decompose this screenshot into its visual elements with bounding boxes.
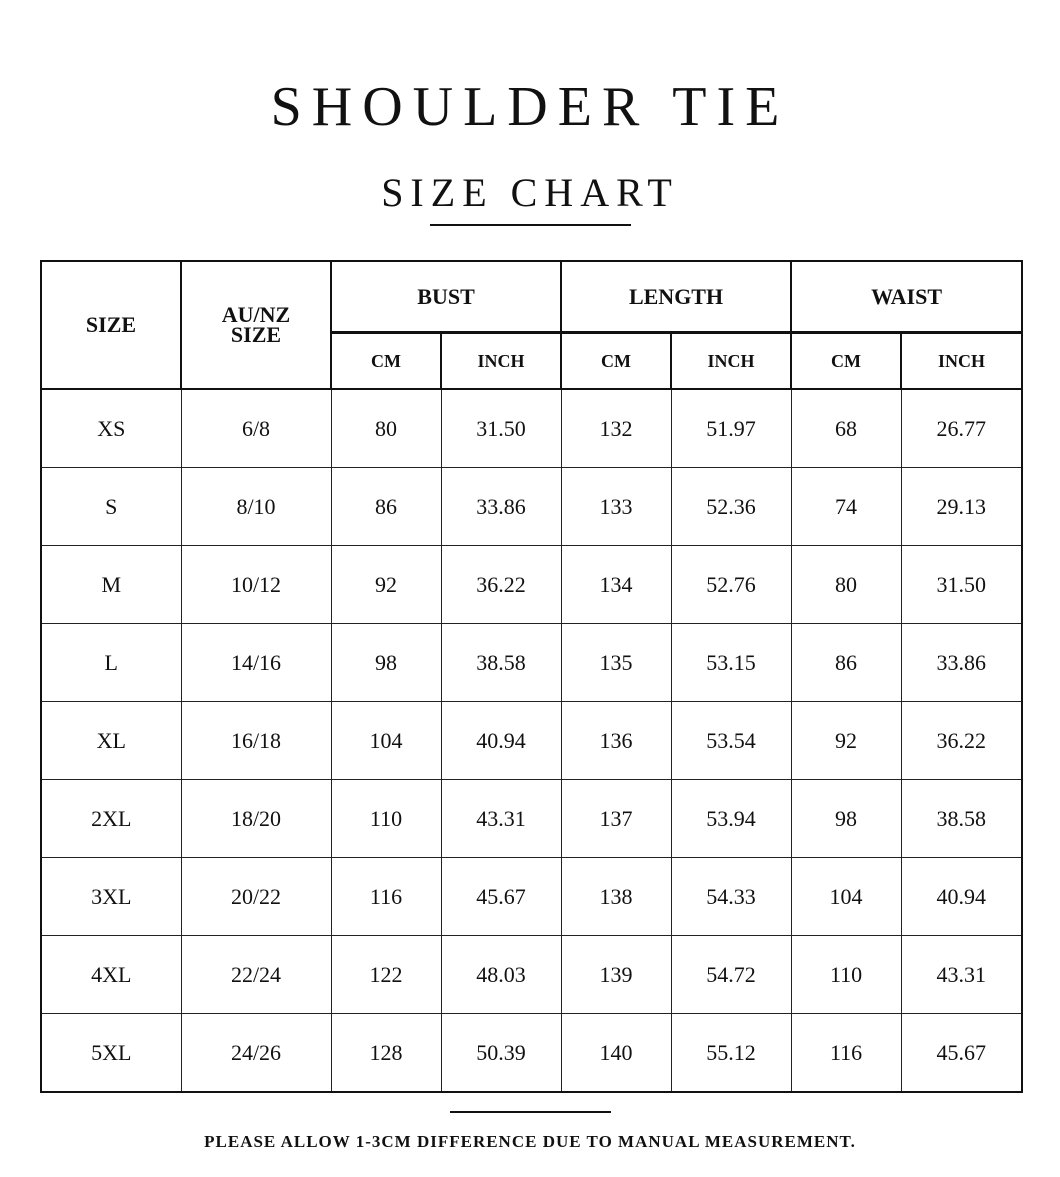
- table-row: [41, 1014, 1022, 1093]
- waist-cm-cell: 92: [791, 702, 901, 780]
- length-inch-cell: 52.76: [671, 546, 791, 624]
- bust-group-header: BUST: [331, 261, 561, 333]
- bust-cm-cell: 98: [331, 624, 441, 702]
- table-row: [41, 624, 1022, 702]
- bust-cm-cell: 86: [331, 468, 441, 546]
- length-inch-cell: 53.54: [671, 702, 791, 780]
- length-inch-cell: 54.72: [671, 936, 791, 1014]
- bust-cm-cell: 80: [331, 389, 441, 468]
- length-inch-cell: 52.36: [671, 468, 791, 546]
- top-divider: [430, 224, 631, 226]
- waist-cm-cell: 68: [791, 389, 901, 468]
- waist-inch-cell: 29.13: [901, 468, 1022, 546]
- measurement-note: PLEASE ALLOW 1-3CM DIFFERENCE DUE TO MANUAL MEASUREMENT.: [204, 1132, 856, 1151]
- bust-cm-cell: 92: [331, 546, 441, 624]
- table-row: [41, 546, 1022, 624]
- bust-inch-cell: 31.50: [441, 389, 561, 468]
- size-cell: L: [41, 624, 181, 702]
- aunz-size-cell: 8/10: [181, 468, 331, 546]
- waist-inch-cell: 38.58: [901, 780, 1022, 858]
- bottom-divider: [450, 1111, 611, 1113]
- length-cm-header: CM: [561, 333, 671, 390]
- waist-cm-cell: 116: [791, 1014, 901, 1093]
- length-group-header: LENGTH: [561, 261, 791, 333]
- size-cell: XS: [41, 389, 181, 468]
- aunz-size-cell: 18/20: [181, 780, 331, 858]
- table-row: [41, 702, 1022, 780]
- length-inch-cell: 51.97: [671, 389, 791, 468]
- waist-inch-cell: 36.22: [901, 702, 1022, 780]
- aunz-size-cell: 6/8: [181, 389, 331, 468]
- length-cm-cell: 140: [561, 1014, 671, 1093]
- length-inch-header: INCH: [671, 333, 791, 390]
- bust-inch-cell: 33.86: [441, 468, 561, 546]
- bust-cm-cell: 104: [331, 702, 441, 780]
- waist-cm-cell: 74: [791, 468, 901, 546]
- waist-inch-cell: 33.86: [901, 624, 1022, 702]
- length-inch-cell: 54.33: [671, 858, 791, 936]
- aunz-size-cell: 20/22: [181, 858, 331, 936]
- aunz-size-cell: 10/12: [181, 546, 331, 624]
- waist-inch-cell: 43.31: [901, 936, 1022, 1014]
- length-inch-cell: 53.94: [671, 780, 791, 858]
- length-cm-cell: 133: [561, 468, 671, 546]
- table-row: [41, 780, 1022, 858]
- bust-inch-cell: 40.94: [441, 702, 561, 780]
- size-cell: 4XL: [41, 936, 181, 1014]
- size-chart-table: [40, 260, 1023, 1093]
- waist-cm-cell: 98: [791, 780, 901, 858]
- bust-cm-cell: 110: [331, 780, 441, 858]
- bust-cm-cell: 128: [331, 1014, 441, 1093]
- size-cell: XL: [41, 702, 181, 780]
- waist-cm-header: CM: [791, 333, 901, 390]
- aunz-size-cell: 16/18: [181, 702, 331, 780]
- bust-cm-cell: 122: [331, 936, 441, 1014]
- aunz-size-cell: 24/26: [181, 1014, 331, 1093]
- bust-cm-header: CM: [331, 333, 441, 390]
- bust-cm-cell: 116: [331, 858, 441, 936]
- bust-inch-cell: 45.67: [441, 858, 561, 936]
- size-cell: M: [41, 546, 181, 624]
- table-row: [41, 389, 1022, 468]
- waist-inch-header: INCH: [901, 333, 1022, 390]
- aunz-size-cell: 22/24: [181, 936, 331, 1014]
- waist-inch-cell: 26.77: [901, 389, 1022, 468]
- waist-cm-cell: 104: [791, 858, 901, 936]
- bust-inch-cell: 36.22: [441, 546, 561, 624]
- length-inch-cell: 53.15: [671, 624, 791, 702]
- length-cm-cell: 134: [561, 546, 671, 624]
- bust-inch-cell: 38.58: [441, 624, 561, 702]
- waist-inch-cell: 31.50: [901, 546, 1022, 624]
- bust-inch-cell: 48.03: [441, 936, 561, 1014]
- bust-inch-header: INCH: [441, 333, 561, 390]
- size-cell: 3XL: [41, 858, 181, 936]
- length-inch-cell: 55.12: [671, 1014, 791, 1093]
- length-cm-cell: 136: [561, 702, 671, 780]
- length-cm-cell: 139: [561, 936, 671, 1014]
- table-header-row: [41, 261, 1022, 333]
- length-cm-cell: 138: [561, 858, 671, 936]
- aunz-header-line-2: SIZE: [230, 322, 282, 347]
- bust-inch-cell: 43.31: [441, 780, 561, 858]
- page-subtitle: SIZE CHART: [381, 170, 679, 216]
- waist-inch-cell: 40.94: [901, 858, 1022, 936]
- size-cell: 2XL: [41, 780, 181, 858]
- aunz-size-column-header: [181, 261, 331, 389]
- table-body: [41, 389, 1022, 1092]
- aunz-size-cell: 14/16: [181, 624, 331, 702]
- waist-inch-cell: 45.67: [901, 1014, 1022, 1093]
- length-cm-cell: 135: [561, 624, 671, 702]
- length-cm-cell: 132: [561, 389, 671, 468]
- size-cell: 5XL: [41, 1014, 181, 1093]
- bust-inch-cell: 50.39: [441, 1014, 561, 1093]
- size-column-header: SIZE: [41, 261, 181, 389]
- table-row: [41, 468, 1022, 546]
- page-title: SHOULDER TIE: [270, 75, 790, 138]
- table-row: [41, 858, 1022, 936]
- waist-cm-cell: 110: [791, 936, 901, 1014]
- length-cm-cell: 137: [561, 780, 671, 858]
- size-cell: S: [41, 468, 181, 546]
- waist-group-header: WAIST: [791, 261, 1022, 333]
- waist-cm-cell: 86: [791, 624, 901, 702]
- aunz-header-line-1: AU/NZ: [221, 302, 291, 327]
- table-row: [41, 936, 1022, 1014]
- waist-cm-cell: 80: [791, 546, 901, 624]
